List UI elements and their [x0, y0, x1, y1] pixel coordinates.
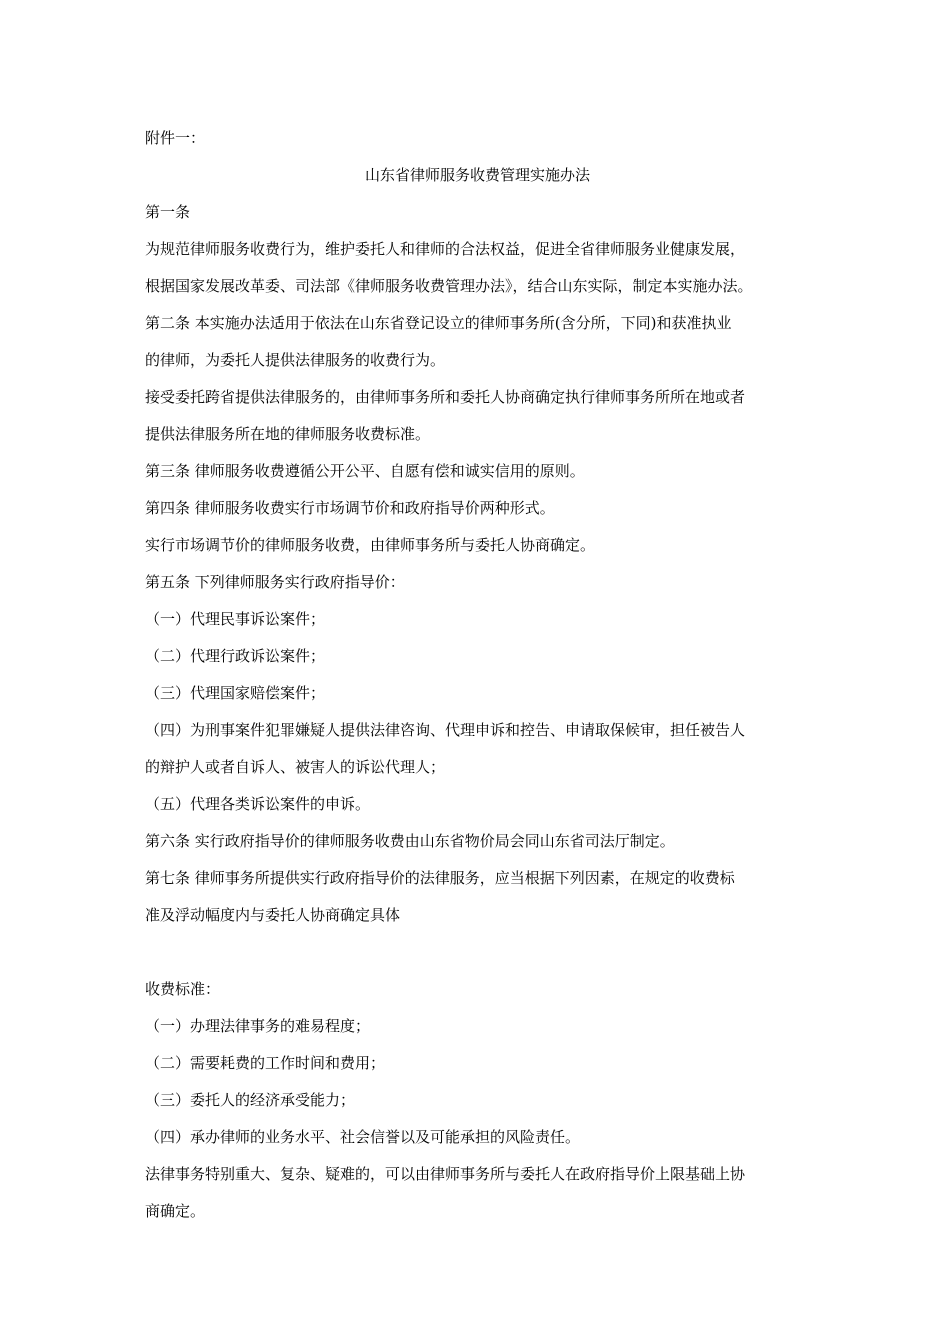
paragraph-line: 第二条 本实施办法适用于依法在山东省登记设立的律师事务所(含分所，下同)和获准执业 [145, 314, 732, 332]
list-item: 的辩护人或者自诉人、被害人的诉讼代理人； [145, 758, 446, 776]
list-item: （三）委托人的经济承受能力； [145, 1091, 356, 1109]
list-item: （四）承办律师的业务水平、社会信誉以及可能承担的风险责任。 [145, 1128, 581, 1146]
paragraph-line: 第一条 [145, 203, 191, 221]
list-item: （二）代理行政诉讼案件； [145, 647, 326, 665]
paragraph-line: 接受委托跨省提供法律服务的，由律师事务所和委托人协商确定执行律师事务所所在地或者 [145, 388, 746, 406]
list-item: （三）代理国家赔偿案件； [145, 684, 326, 702]
blank-gap [145, 934, 810, 971]
list-item: （二）需要耗费的工作时间和费用； [145, 1054, 386, 1072]
document-title: 山东省律师服务收费管理实施办法 [364, 166, 590, 184]
list-item: （一）代理民事诉讼案件； [145, 610, 326, 628]
paragraph-line: 为规范律师服务收费行为，维护委托人和律师的合法权益，促进全省律师服务业健康发展， [145, 240, 746, 258]
paragraph-line: 商确定。 [145, 1202, 206, 1220]
paragraph-line: 第四条 律师服务收费实行市场调节价和政府指导价两种形式。 [145, 499, 555, 517]
list-item: （四）为刑事案件犯罪嫌疑人提供法律咨询、代理申诉和控告、申请取保候审，担任被告人 [145, 721, 746, 739]
paragraph-line: 收费标准： [145, 980, 221, 998]
paragraph-line: 第三条 律师服务收费遵循公开公平、自愿有偿和诚实信用的原则。 [145, 462, 585, 480]
paragraph-line: 第六条 实行政府指导价的律师服务收费由山东省物价局会同山东省司法厅制定。 [145, 832, 675, 850]
paragraph-line: 实行市场调节价的律师服务收费，由律师事务所与委托人协商确定。 [145, 536, 596, 554]
paragraph-line: 的律师，为委托人提供法律服务的收费行为。 [145, 351, 446, 369]
list-item: （一）办理法律事务的难易程度； [145, 1017, 371, 1035]
list-item: （五）代理各类诉讼案件的申诉。 [145, 795, 371, 813]
paragraph-line: 第五条 下列律师服务实行政府指导价： [145, 573, 405, 591]
paragraph-line: 准及浮动幅度内与委托人协商确定具体 [145, 906, 401, 924]
paragraph-line: 第七条 律师事务所提供实行政府指导价的法律服务，应当根据下列因素，在规定的收费标 [145, 869, 735, 887]
document-body [145, 120, 810, 1230]
paragraph-line: 法律事务特别重大、复杂、疑难的，可以由律师事务所与委托人在政府指导价上限基础上协 [145, 1165, 746, 1183]
paragraph-line: 提供法律服务所在地的律师服务收费标准。 [145, 425, 431, 443]
attachment-heading: 附件一： [145, 129, 206, 147]
paragraph-line: 根据国家发展改革委、司法部《律师服务收费管理办法》，结合山东实际，制定本实施办法。 [145, 277, 753, 295]
